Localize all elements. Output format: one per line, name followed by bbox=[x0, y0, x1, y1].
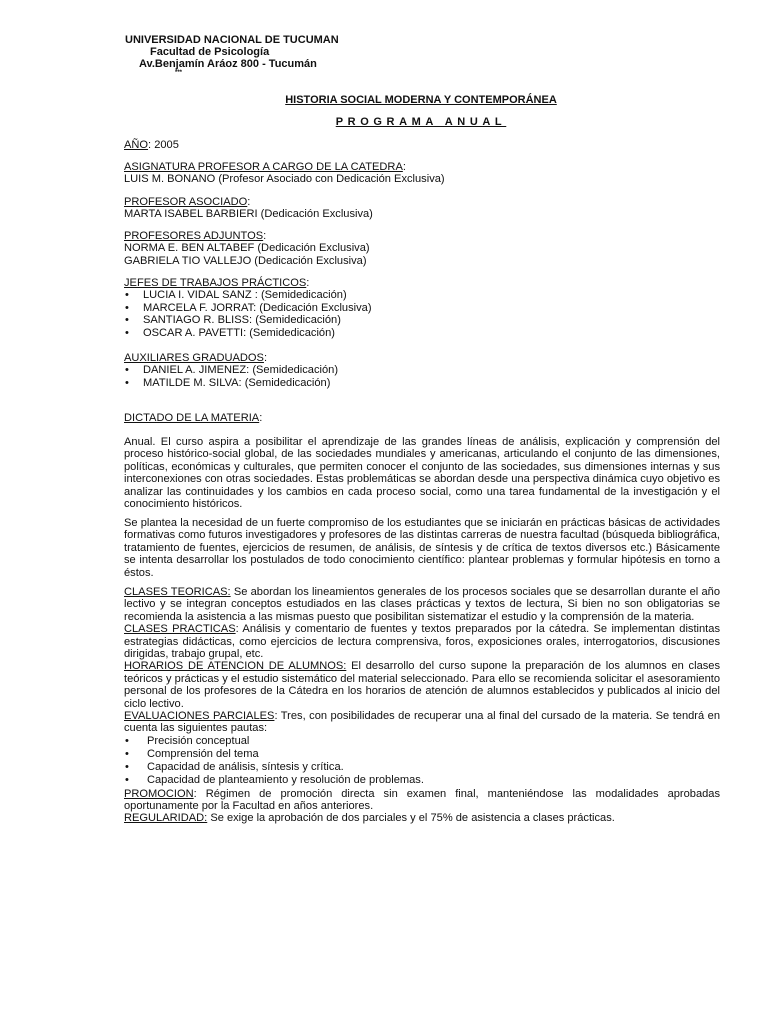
dictation-label: DICTADO DE LA MATERIA bbox=[124, 412, 260, 424]
year-line bbox=[124, 139, 720, 151]
year-label: AÑO bbox=[124, 139, 149, 151]
promotion-paragraph: PROMOCION: Régimen de promoción directa sin examen final, manteniéndose las modalidades aprobadas oportunamente por la Facultad en años anteriores. bbox=[124, 787, 720, 813]
program-title: PROGRAMA ANUAL bbox=[335, 116, 507, 128]
regularity-paragraph: REGULARIDAD: Se exige la aprobación de dos parciales y el 75% de asistencia a clases prácticas. bbox=[124, 812, 615, 825]
course-title: HISTORIA SOCIAL MODERNA Y CONTEMPORÁNEA bbox=[285, 94, 557, 106]
subject-label: ASIGNATURA PROFESOR A CARGO DE LA CATEDRA bbox=[124, 161, 403, 173]
office-hours-label: HORARIOS DE ATENCION DE ALUMNOS: bbox=[124, 660, 347, 673]
header-ornament: *** bbox=[175, 70, 183, 77]
associate-section: PROFESOR ASOCIADO: MARTA ISABEL BARBIERI (Dedicación Exclusiva) bbox=[124, 196, 720, 221]
list-item: • Capacidad de planteamiento y resolución de problemas. bbox=[124, 774, 720, 787]
dictation-heading: DICTADO DE LA MATERIA: bbox=[124, 412, 263, 424]
list-item: • OSCAR A. PAVETTI: (Semidedicación) bbox=[124, 327, 720, 339]
dictation-paragraph-1: Anual. El curso aspira a posibilitar el aprendizaje de las grandes líneas de análisis, explicación y comprensión del proceso histórico-social global, de las sociedades mundiales y americanas, articulando el conjunto de las dimensiones, políticas, económicas y culturales, que permiten conocer el conjunto de las sociedades, sus dimensiones internas y sus interconexiones con otras sociedades. Estas problemáticas se abordan desde una perspectiva dinámica cuyo objetivo es analizar las continuidades y los cambios en cada proceso social, como una tarea fundamental de la investigación y el conocimiento históricos. bbox=[124, 436, 720, 511]
adjuncts-section: PROFESORES ADJUNTOS: NORMA E. BEN ALTABEF (Dedicación Exclusiva) GABRIELA TIO VALLEJO (Dedicación Exclusiva) bbox=[124, 230, 720, 267]
practical-classes-paragraph: CLASES PRACTICAS: Análisis y comentario de fuentes y textos preparados por la cátedra. Se implementan distintas estrategias didácticas, como ejercicios de lectura comprensiva, foros, exposiciones orales, interrogatorios, discusiones dirigidas, trabajo grupal, etc. bbox=[124, 623, 720, 661]
list-item: • LUCIA I. VIDAL SANZ : (Semidedicación) bbox=[124, 289, 720, 301]
promotion-label: PROMOCION bbox=[124, 787, 194, 800]
year-value: : 2005 bbox=[148, 139, 179, 151]
list-item: • DANIEL A. JIMENEZ: (Semidedicación) bbox=[124, 364, 720, 376]
dictation-paragraph-2: Se plantea la necesidad de un fuerte compromiso de los estudiantes que se iniciarán en prácticas básicas de actividades formativas como futuros investigadores y profesores de las distintas carreras de nuestra facultad (búsqueda bibliográfica, tratamiento de fuentes, ejercicios de resumen, de análisis, de síntesis y de crítica de textos diversos etc.) Básicamente se intenta desarrollar los postulados de todo conocimiento científico: plantear problemas y formular hipótesis en torno a éstos. bbox=[124, 517, 720, 579]
subject-professor: LUIS M. BONANO (Profesor Asociado con Dedicación Exclusiva) bbox=[124, 173, 445, 186]
theory-classes-label: CLASES TEORICAS: bbox=[124, 586, 231, 598]
auxiliaries-section: AUXILIARES GRADUADOS: • DANIEL A. JIMENEZ: (Semidedicación) • MATILDE M. SILVA: (Semidedicación) bbox=[124, 352, 720, 389]
evaluations-label: EVALUACIONES PARCIALES bbox=[124, 710, 275, 723]
list-item: • Capacidad de análisis, síntesis y crítica. bbox=[124, 761, 720, 774]
practical-heads-label: JEFES DE TRABAJOS PRÁCTICOS bbox=[124, 277, 307, 289]
list-item: • Precisión conceptual bbox=[124, 735, 720, 748]
practical-classes-label: CLASES PRACTICAS bbox=[124, 623, 236, 636]
practical-heads-section: JEFES DE TRABAJOS PRÁCTICOS: • LUCIA I. VIDAL SANZ : (Semidedicación) • MARCELA F. JORRAT: (Dedicación Exclusiva) • SANTIAGO R. BLISS: (Semidedicación) • OSCAR A. PAVETTI: (Semidedicación) bbox=[124, 277, 720, 339]
adjunct-professor: GABRIELA TIO VALLEJO (Dedicación Exclusiva) bbox=[124, 254, 367, 267]
list-item: • MARCELA F. JORRAT: (Dedicación Exclusiva) bbox=[124, 302, 720, 314]
list-item: • Comprensión del tema bbox=[124, 748, 720, 761]
office-hours-paragraph: HORARIOS DE ATENCION DE ALUMNOS: El desarrollo del curso supone la preparación de los alumnos en clases teóricos y prácticas y el estudio sistemático del material seleccionado. Para ello se recomienda solicitar el asesoramiento personal de los profesores de la Cátedra en los horarios de atención de alumnos establecidos y publicados al inicio del ciclo lectivo. bbox=[124, 660, 721, 710]
subject-section: ASIGNATURA PROFESOR A CARGO DE LA CATEDRA: LUIS M. BONANO (Profesor Asociado con Dedicación Exclusiva) bbox=[124, 161, 720, 186]
evaluations-paragraph: EVALUACIONES PARCIALES: Tres, con posibilidades de recuperar una al final del cursado de la materia. Se tendrá en cuenta las siguientes pautas: bbox=[124, 710, 720, 735]
faculty-name: Facultad de Psicología bbox=[150, 45, 270, 58]
adjunct-professor: NORMA E. BEN ALTABEF (Dedicación Exclusiva) bbox=[124, 242, 370, 255]
auxiliaries-label: AUXILIARES GRADUADOS bbox=[124, 352, 264, 364]
course-details bbox=[124, 586, 720, 825]
evaluation-criteria-list bbox=[124, 735, 720, 788]
theory-classes-paragraph: CLASES TEORICAS: Se abordan los lineamientos generales de los procesos sociales que se desarrollan durante el año lectivo y se integran conceptos estudiados en las clases prácticas y textos de lectura, Si bien no son obligatorias se recomienda la asistencia a las mismas puesto que posibilitan sistematizar el estudio y la comprensión de la materia. bbox=[124, 586, 721, 623]
list-item: • SANTIAGO R. BLISS: (Semidedicación) bbox=[124, 314, 720, 326]
list-item: • MATILDE M. SILVA: (Semidedicación) bbox=[124, 377, 720, 389]
associate-label: PROFESOR ASOCIADO bbox=[124, 196, 248, 208]
associate-professor: MARTA ISABEL BARBIERI (Dedicación Exclusiva) bbox=[124, 208, 373, 221]
faculty-address: Av.Benjamín Aráoz 800 - Tucumán bbox=[139, 57, 317, 70]
adjuncts-label: PROFESORES ADJUNTOS bbox=[124, 230, 264, 242]
regularity-label: REGULARIDAD: bbox=[124, 812, 208, 825]
university-name: UNIVERSIDAD NACIONAL DE TUCUMAN bbox=[125, 34, 339, 46]
institution-header bbox=[125, 35, 339, 76]
